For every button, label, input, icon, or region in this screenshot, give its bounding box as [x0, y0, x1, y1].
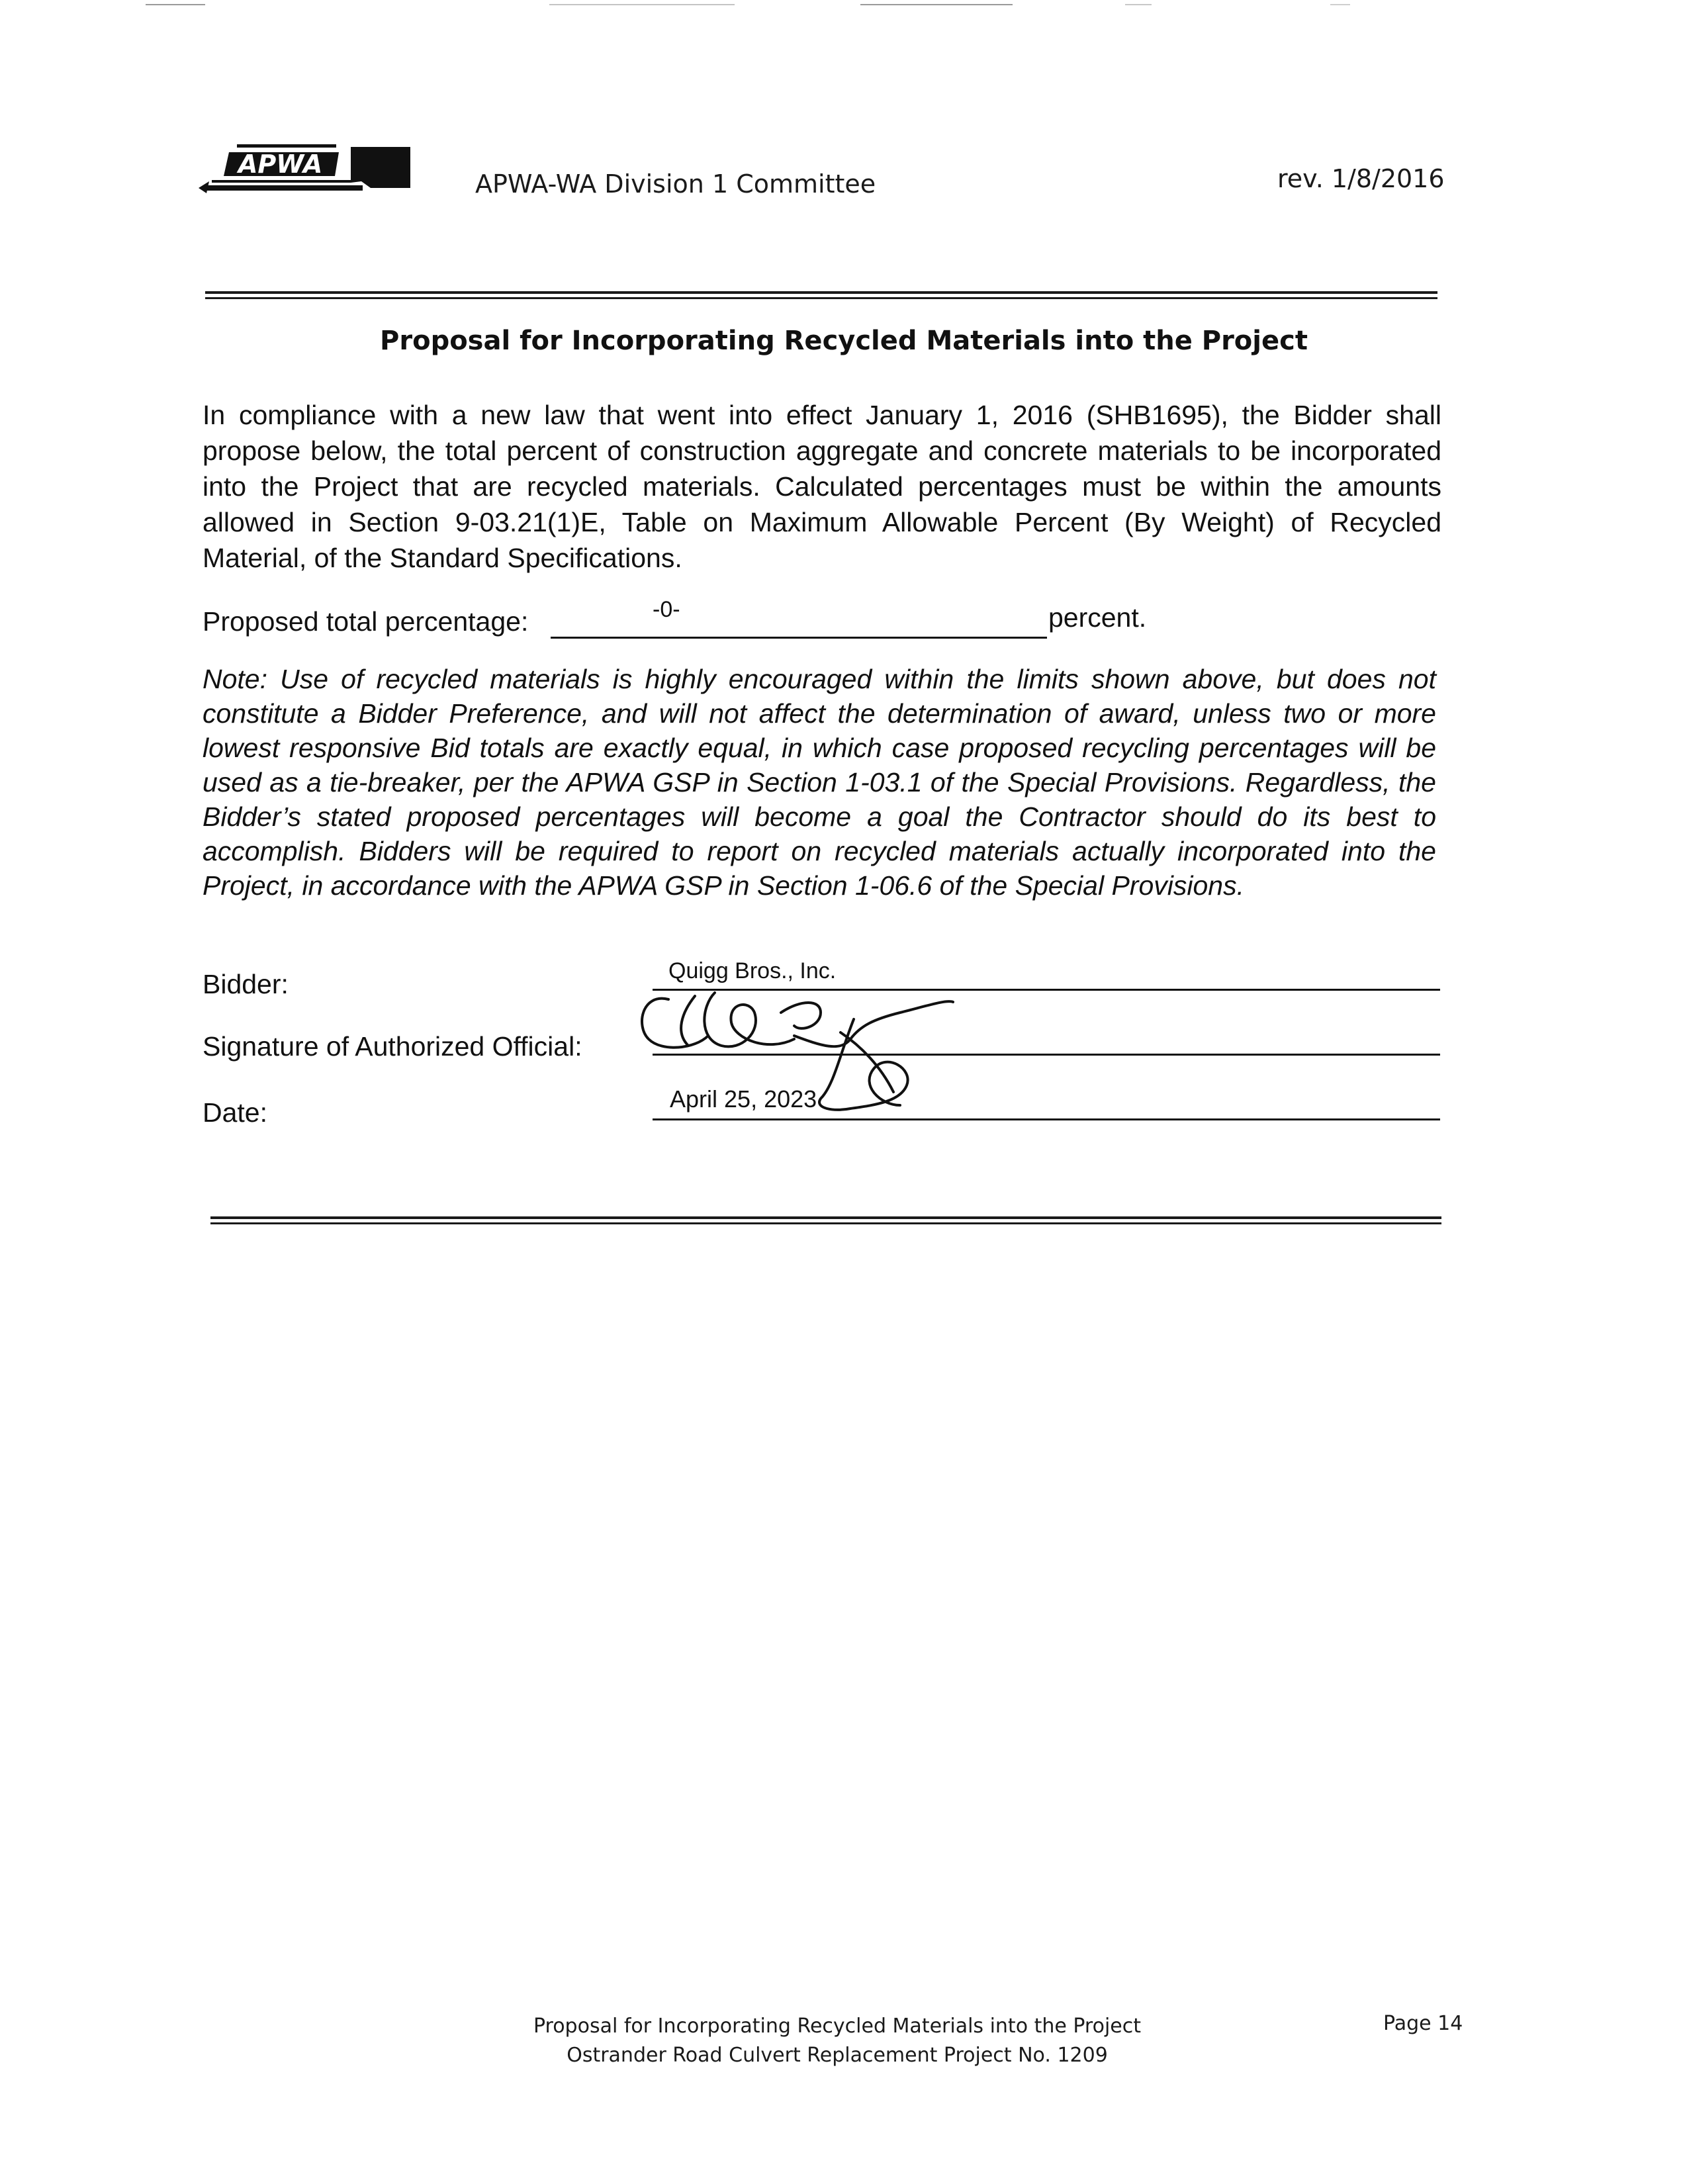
date-value: April 25, 2023: [670, 1085, 817, 1113]
footer-divider: [210, 1216, 1441, 1224]
note-paragraph: Note: Use of recycled materials is highly encouraged within the limits shown above, but does not constitute a Bidder Preference, and will not affect the determination of award, unless two or more lowest responsive Bid totals are exactly equal, in which case proposed recycling percentages will be used as a tie-breaker, per the APWA GSP in Section 1-03.1 of the Special Provisions. Regardless, the Bidder’s stated proposed percentages will become a goal the Contractor should do its best to accomplish. Bidders will be required to report on recycled materials actually incorporated into the Project, in accordance with the APWA GSP in Section 1-06.6 of the Special Provisions.: [203, 664, 1436, 901]
page-title: Proposal for Incorporating Recycled Materials into the Project: [380, 326, 1308, 356]
svg-text:APWA: APWA: [238, 150, 323, 179]
signature-label: Signature of Authorized Official:: [203, 1031, 582, 1062]
scan-artifacts: [0, 0, 1685, 13]
bidder-value: Quigg Bros., Inc.: [668, 958, 837, 983]
header-divider: [205, 291, 1437, 299]
percentage-underline: [551, 637, 1047, 639]
revision-date: rev. 1/8/2016: [1277, 164, 1445, 193]
percentage-value: -0-: [653, 597, 680, 622]
page-number: Page 14: [1383, 2012, 1463, 2035]
apwa-logo: [197, 142, 416, 197]
footer-document-title: Proposal for Incorporating Recycled Materials into the Project: [533, 2015, 1142, 2038]
footer-project-name: Ostrander Road Culvert Replacement Project No. 1209: [567, 2044, 1108, 2067]
bidder-label: Bidder:: [203, 969, 289, 999]
handwritten-signature: [622, 973, 1006, 1132]
date-label: Date:: [203, 1097, 267, 1128]
percentage-label: Proposed total percentage:: [203, 606, 529, 637]
percentage-unit: percent.: [1048, 602, 1147, 633]
committee-name: APWA-WA Division 1 Committee: [475, 169, 876, 199]
compliance-paragraph: In compliance with a new law that went into effect January 1, 2016 (SHB1695), the Bidder shall propose below, the total percent of construction aggregate and concrete materials to be incorporated into the Project that are recycled materials. Calculated percentages must be within the amounts allowed in Section 9-03.21(1)E, Table on Maximum Allowable Percent (By Weight) of Recycled Material, of the Standard Specifications.: [203, 400, 1441, 573]
